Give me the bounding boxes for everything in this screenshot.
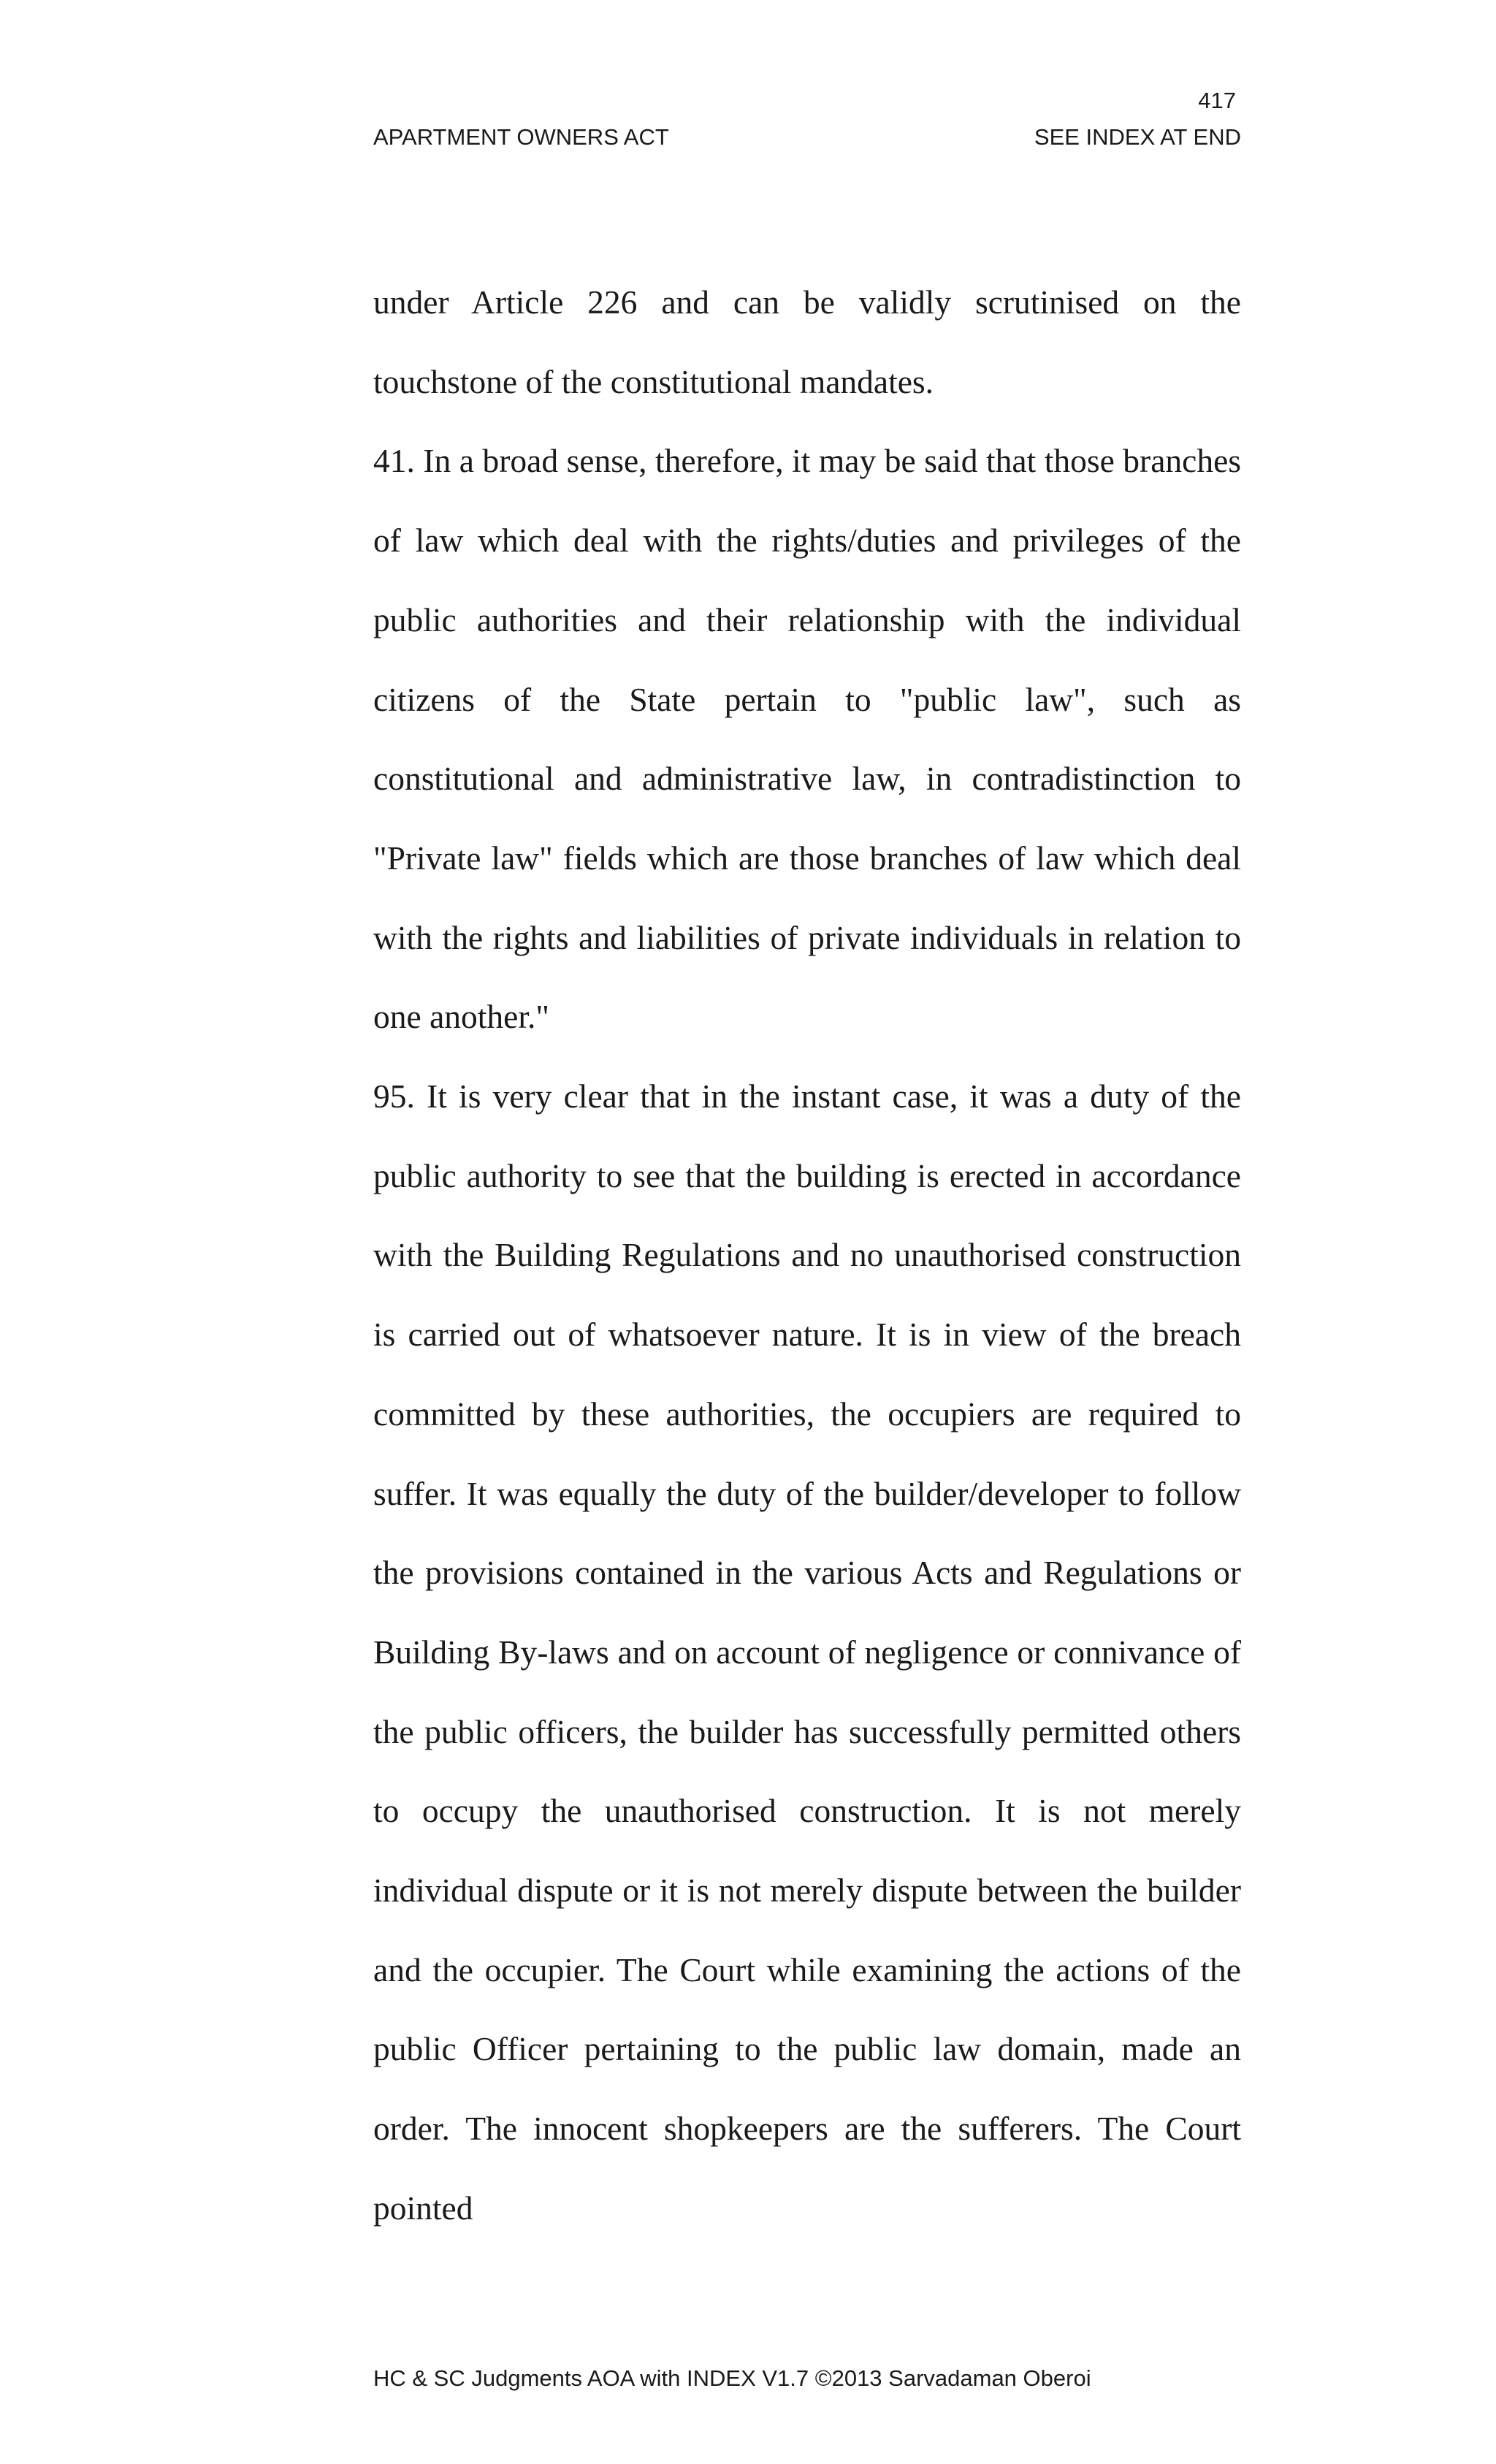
running-header-index-note: SEE INDEX AT END [1034, 124, 1241, 150]
running-header-title: APARTMENT OWNERS ACT [373, 124, 669, 150]
page-footer: HC & SC Judgments AOA with INDEX V1.7 ©2013 Sarvadaman Oberoi [373, 2365, 1091, 2391]
paragraph-95: 95. It is very clear that in the instant case, it was a duty of the public authority to see that the building is erected in accordance with the Building Regulations and no unauthorised construction is carried out of whatsoever nature. It is in view of the breach committed by these authorities, the occupiers are required to suffer. It was equally the duty of the builder/developer to follow the provisions contained in the various Acts and Regulations or Building By-laws and on account of negligence or connivance of the public officers, the builder has successfully permitted others to occupy the unauthorised construction. It is not merely individual dispute or it is not merely dispute between the builder and the occupier. The Court while examining the actions of the public Officer pertaining to the public law domain, made an order. The innocent shopkeepers are the sufferers. The Court pointed [373, 1077, 1241, 2227]
paragraph-continuation: under Article 226 and can be validly scrutinised on the touchstone of the constitutional mandates. [373, 283, 1241, 400]
paragraph-41: 41. In a broad sense, therefore, it may be said that those branches of law which deal with the rights/duties and privileges of the public authorities and their relationship with the individual citizens of the State pertain to "public law", such as constitutional and administrative law, in contradistinction to "Private law" fields which are those branches of law which deal with the rights and liabilities of private individuals in relation to one another." [373, 442, 1241, 1036]
body-text [373, 263, 1241, 2249]
page-number: 417 [1198, 88, 1236, 113]
